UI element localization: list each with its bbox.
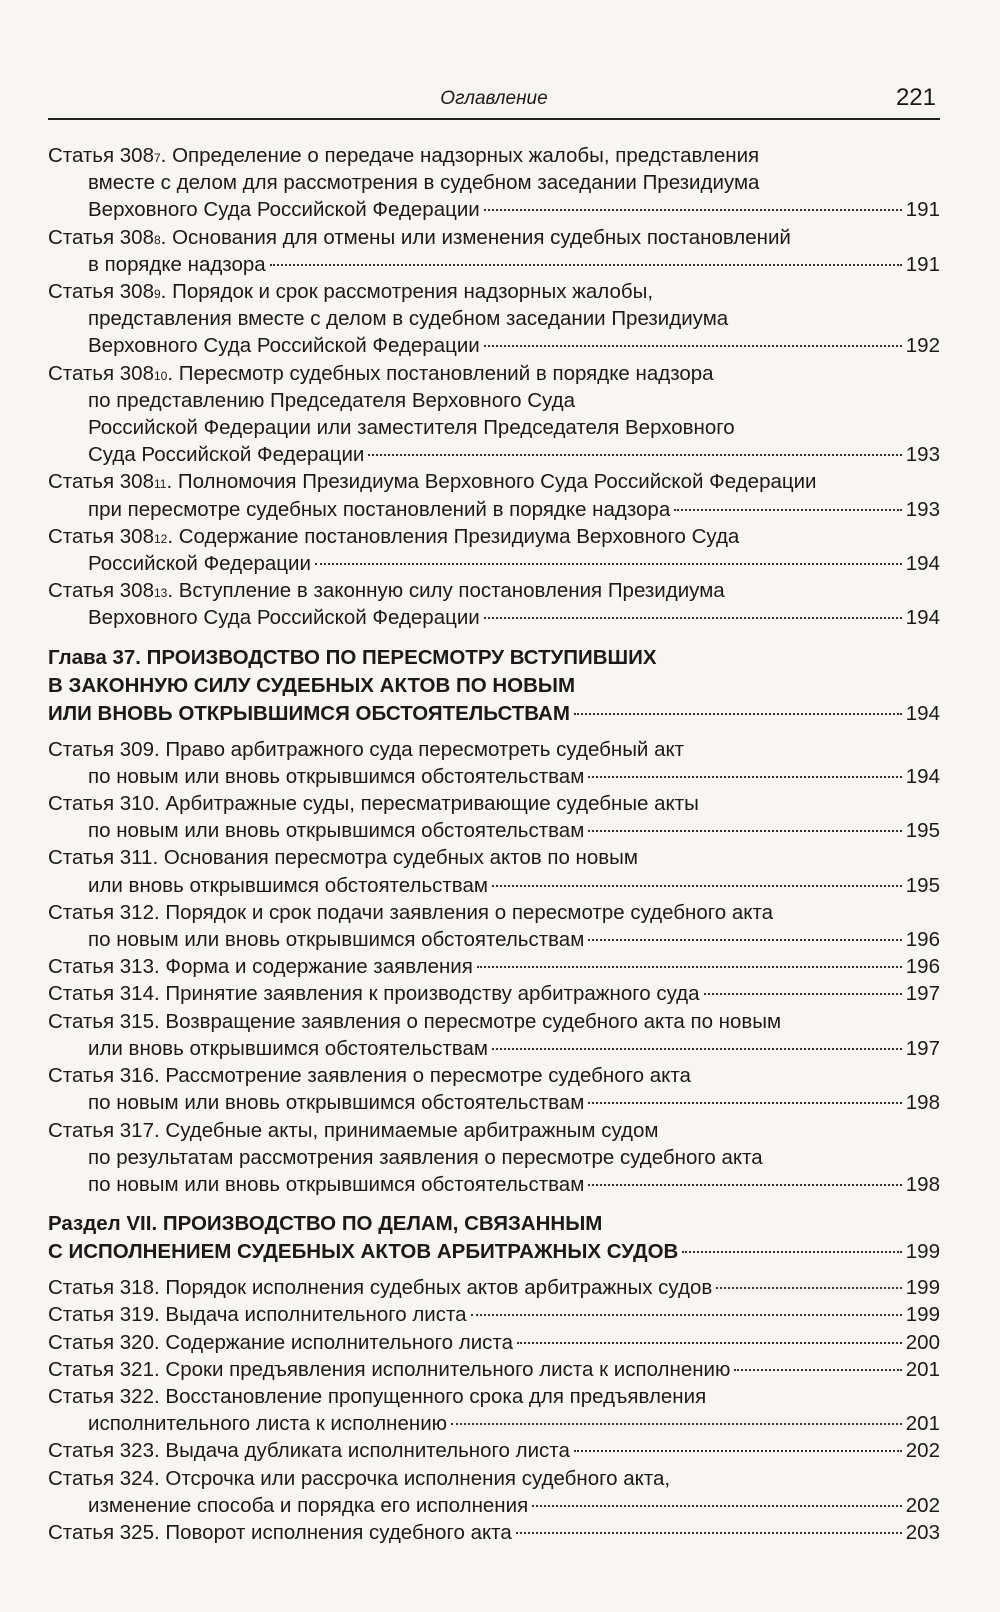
entry-title-text: Верховного Суда Российской Федерации [88, 198, 480, 222]
toc-line [48, 387, 940, 414]
toc-line [48, 1171, 940, 1198]
dot-leader [682, 1251, 901, 1253]
toc-line [48, 251, 940, 278]
article-label: Статья 309. [48, 737, 160, 761]
article-label: Статья 308 [48, 524, 154, 548]
toc-entry[interactable] [48, 953, 940, 980]
entry-page-number: 193 [905, 443, 940, 467]
entry-title-text: Право арбитражного суда пересмотреть судебный акт [165, 737, 685, 761]
article-label: Статья 308 [48, 470, 154, 494]
toc-heading[interactable] [48, 644, 940, 728]
entry-title-text: Выдача дубликата исполнительного листа [165, 1439, 570, 1463]
toc-entry[interactable] [48, 1062, 940, 1116]
dot-leader [588, 939, 901, 941]
article-label: Статья 317. [48, 1118, 160, 1142]
entry-title-text: Основания пересмотра судебных актов по новым [163, 846, 638, 870]
dot-leader [484, 209, 902, 211]
toc-line [48, 441, 940, 468]
entry-title-text: Рассмотрение заявления о пересмотре судебного акта [165, 1064, 691, 1088]
toc-entry[interactable] [48, 360, 940, 469]
toc-line [48, 604, 940, 631]
toc-entry[interactable] [48, 1274, 940, 1301]
dot-leader [574, 1450, 902, 1452]
entry-page-number: 202 [905, 1493, 940, 1517]
entry-title-text: по результатам рассмотрения заявления о пересмотре судебного акта [88, 1145, 763, 1169]
entry-title-text: по представлению Председателя Верховного Суда [88, 388, 575, 412]
toc-line [48, 844, 940, 871]
toc-line [48, 817, 940, 844]
entry-page-number: 203 [905, 1520, 940, 1544]
toc-entry[interactable] [48, 224, 940, 278]
toc-line [48, 1144, 940, 1171]
entry-title-text: Порядок и срок рассмотрения надзорных жалобы, [172, 280, 654, 304]
dot-leader [532, 1505, 902, 1507]
article-label: Статья 308 [48, 579, 154, 603]
toc-entry[interactable] [48, 278, 940, 360]
entry-title-text: Суда Российской Федерации [88, 443, 365, 467]
toc-entry[interactable] [48, 1117, 940, 1199]
dot-leader [734, 1369, 901, 1371]
entry-title-text: В ЗАКОННУЮ СИЛУ СУДЕБНЫХ АКТОВ ПО НОВЫМ [48, 673, 576, 697]
article-label: Статья 313. [48, 955, 160, 979]
toc-line [48, 1210, 940, 1238]
toc-line: Статья 308 11 . Полномочия Президиума Верховного Суда Российской Федерации [48, 468, 940, 495]
entry-title-text: по новым или вновь открывшимся обстоятельствам [88, 928, 585, 952]
entry-page-number: 197 [905, 1036, 940, 1060]
dot-leader [588, 1102, 901, 1104]
entry-title-text: Принятие заявления к производству арбитражного суда [165, 982, 700, 1006]
toc-entry[interactable] [48, 1329, 940, 1356]
dot-leader [674, 509, 902, 511]
toc-heading[interactable] [48, 1210, 940, 1266]
toc-entry[interactable] [48, 577, 940, 631]
entry-title-text: Определение о передаче надзорных жалобы, представления [172, 144, 760, 167]
dot-leader [704, 993, 902, 995]
toc-line [48, 1301, 940, 1328]
entry-page-number: 192 [905, 334, 940, 358]
article-label: Статья 308 [48, 361, 154, 385]
entry-page-number: 201 [905, 1412, 940, 1436]
toc-line [48, 672, 940, 700]
toc-line [48, 169, 940, 196]
entry-title-text: Российской Федерации или заместителя Председателя Верховного [88, 416, 735, 440]
entry-title-text: Восстановление пропущенного срока для предъявления [165, 1384, 707, 1408]
toc-line [48, 1329, 940, 1356]
article-label: Статья 325. [48, 1520, 160, 1544]
toc-line [48, 332, 940, 359]
entry-page-number: 195 [905, 873, 940, 897]
dot-leader [716, 1287, 902, 1289]
entry-title-text: Выдача исполнительного листа [165, 1303, 467, 1327]
dot-leader [484, 617, 902, 619]
entry-page-number: 194 [905, 701, 940, 725]
entry-title-text: исполнительного листа к исполнению [88, 1412, 448, 1436]
entry-title-text: Сроки предъявления исполнительного листа к исполнению [165, 1357, 731, 1381]
article-label: Статья 312. [48, 900, 160, 924]
toc-line [48, 1274, 940, 1301]
article-label: Статья 308 [48, 225, 154, 249]
entry-title-text: Российской Федерации [88, 552, 311, 576]
dot-leader [315, 563, 902, 565]
entry-title-text: Возвращение заявления о пересмотре судебного акта по новым [165, 1009, 782, 1033]
entry-title-text: или вновь открывшимся обстоятельствам [88, 873, 488, 897]
toc-line: Статья 308 8 . Основания для отмены или изменения судебных постановлений [48, 224, 940, 251]
dot-leader [368, 454, 901, 456]
toc-line [48, 980, 940, 1007]
article-label: Статья 324. [48, 1466, 160, 1490]
toc-entry[interactable] [48, 468, 940, 522]
entry-title-text: по новым или вновь открывшимся обстоятельствам [88, 764, 585, 788]
toc-entry[interactable] [48, 899, 940, 953]
entry-title-text: Форма и содержание заявления [165, 955, 473, 979]
article-label: Статья 318. [48, 1276, 160, 1300]
entry-title-text: вместе с делом для рассмотрения в судебном заседании Президиума [88, 171, 760, 195]
entry-page-number: 193 [905, 497, 940, 521]
toc-entry[interactable] [48, 523, 940, 577]
toc-line [48, 644, 940, 672]
entry-title-text: Верховного Суда Российской Федерации [88, 334, 480, 358]
toc-line [48, 763, 940, 790]
dot-leader [588, 830, 901, 832]
dot-leader [574, 713, 902, 715]
toc-line [48, 1410, 940, 1437]
entry-page-number: 202 [905, 1439, 940, 1463]
toc-entry[interactable] [48, 980, 940, 1007]
article-label: Статья 310. [48, 792, 160, 816]
article-label: Статья 311. [48, 846, 159, 870]
entry-page-number: 201 [905, 1357, 940, 1381]
toc-entry[interactable] [48, 142, 940, 224]
dot-leader [588, 776, 901, 778]
toc-line [48, 872, 940, 899]
entry-page-number: 191 [905, 252, 940, 276]
toc-line [48, 1465, 940, 1492]
table-of-contents [48, 142, 940, 1546]
dot-leader [492, 885, 902, 887]
entry-page-number: 194 [905, 552, 940, 576]
toc-line [48, 736, 940, 763]
entry-title-text: Верховного Суда Российской Федерации [88, 606, 480, 630]
article-label: Статья 308 [48, 280, 154, 304]
page-header [48, 84, 940, 120]
dot-leader [517, 1342, 902, 1344]
entry-title-text: Арбитражные суды, пересматривающие судебные акты [165, 792, 699, 816]
article-label: Статья 314. [48, 982, 160, 1006]
dot-leader [484, 345, 902, 347]
toc-line [48, 1519, 940, 1546]
toc-line [48, 1008, 940, 1035]
toc-line [48, 1492, 940, 1519]
entry-title-text: Полномочия Президиума Верховного Суда Российской Федерации [177, 470, 817, 494]
entry-title-text: представления вместе с делом в судебном заседании Президиума [88, 307, 729, 331]
toc-entry[interactable] [48, 1383, 940, 1437]
toc-line: Статья 308 12 . Содержание постановления Президиума Верховного Суда [48, 523, 940, 550]
toc-line [48, 196, 940, 223]
running-title: Оглавление [440, 88, 548, 109]
entry-title-text: ИЛИ ВНОВЬ ОТКРЫВШИМСЯ ОБСТОЯТЕЛЬСТВАМ [48, 701, 570, 725]
toc-line: Статья 308 10 . Пересмотр судебных постановлений в порядке надзора [48, 360, 940, 387]
toc-line: Статья 308 9 . Порядок и срок рассмотрения надзорных жалобы, [48, 278, 940, 305]
entry-page-number: 191 [905, 198, 940, 222]
entry-title-text: Содержание исполнительного листа [165, 1330, 513, 1354]
toc-entry[interactable] [48, 1519, 940, 1546]
toc-entry[interactable] [48, 844, 940, 898]
entry-title-text: Пересмотр судебных постановлений в порядке надзора [178, 361, 714, 385]
entry-page-number: 200 [905, 1330, 940, 1354]
toc-line [48, 1356, 940, 1383]
entry-title-text: Глава 37. ПРОИЗВОДСТВО ПО ПЕРЕСМОТРУ ВСТУПИВШИХ [48, 645, 657, 669]
entry-title-text: по новым или вновь открывшимся обстоятельствам [88, 819, 585, 843]
toc-entry[interactable] [48, 736, 940, 790]
toc-line [48, 926, 940, 953]
entry-page-number: 196 [905, 928, 940, 952]
toc-line [48, 953, 940, 980]
entry-page-number: 198 [905, 1172, 940, 1196]
toc-line [48, 1062, 940, 1089]
dot-leader [588, 1184, 901, 1186]
article-label: Статья 323. [48, 1439, 160, 1463]
entry-title-text: Отсрочка или рассрочка исполнения судебного акта, [165, 1466, 671, 1490]
entry-page-number: 198 [905, 1091, 940, 1115]
dot-leader [270, 264, 902, 266]
toc-line: Статья 308 7 . Определение о передаче надзорных жалобы, представления [48, 142, 940, 169]
toc-line [48, 1238, 940, 1266]
toc-entry[interactable] [48, 1437, 940, 1464]
dot-leader [471, 1314, 902, 1316]
entry-title-text: Раздел VII. ПРОИЗВОДСТВО ПО ДЕЛАМ, СВЯЗАННЫМ [48, 1212, 603, 1236]
entry-title-text: Порядок исполнения судебных актов арбитражных судов [165, 1276, 713, 1300]
entry-page-number: 195 [905, 819, 940, 843]
entry-title-text: или вновь открывшимся обстоятельствам [88, 1036, 488, 1060]
dot-leader [516, 1532, 902, 1534]
entry-page-number: 194 [905, 606, 940, 630]
toc-line [48, 1035, 940, 1062]
entry-title-text: Поворот исполнения судебного акта [165, 1520, 512, 1544]
toc-entry[interactable] [48, 1008, 940, 1062]
toc-entry[interactable] [48, 1301, 940, 1328]
article-label: Статья 322. [48, 1384, 160, 1408]
entry-title-text: по новым или вновь открывшимся обстоятельствам [88, 1091, 585, 1115]
toc-entry[interactable] [48, 1465, 940, 1519]
dot-leader [492, 1048, 902, 1050]
article-label: Статья 308 [48, 144, 154, 167]
toc-line [48, 1437, 940, 1464]
entry-title-text: Содержание постановления Президиума Верховного Суда [178, 524, 740, 548]
entry-page-number: 197 [905, 982, 940, 1006]
toc-line: Статья 308 13 . Вступление в законную силу постановления Президиума [48, 577, 940, 604]
entry-title-text: Вступление в законную силу постановления Президиума [178, 579, 725, 603]
entry-page-number: 199 [905, 1240, 940, 1264]
entry-title-text: при пересмотре судебных постановлений в порядке надзора [88, 497, 671, 521]
entry-title-text: Основания для отмены или изменения судебных постановлений [172, 225, 791, 249]
toc-entry[interactable] [48, 1356, 940, 1383]
entry-title-text: изменение способа и порядка его исполнения [88, 1493, 529, 1517]
article-label: Статья 319. [48, 1303, 160, 1327]
entry-title-text: в порядке надзора [88, 252, 266, 276]
dot-leader [451, 1423, 902, 1425]
toc-entry[interactable] [48, 790, 940, 844]
entry-page-number: 194 [905, 764, 940, 788]
entry-page-number: 199 [905, 1303, 940, 1327]
entry-title-text: Порядок и срок подачи заявления о пересмотре судебного акта [165, 900, 774, 924]
toc-line [48, 305, 940, 332]
toc-line [48, 790, 940, 817]
toc-line [48, 1383, 940, 1410]
entry-title-text: Судебные акты, принимаемые арбитражным судом [165, 1118, 659, 1142]
dot-leader [477, 966, 902, 968]
toc-line [48, 899, 940, 926]
entry-page-number: 199 [905, 1276, 940, 1300]
entry-page-number: 196 [905, 955, 940, 979]
toc-line [48, 1089, 940, 1116]
toc-line [48, 550, 940, 577]
article-label: Статья 316. [48, 1064, 160, 1088]
toc-line [48, 1117, 940, 1144]
toc-line [48, 496, 940, 523]
article-label: Статья 321. [48, 1357, 160, 1381]
toc-line [48, 414, 940, 441]
article-label: Статья 320. [48, 1330, 160, 1354]
article-label: Статья 315. [48, 1009, 160, 1033]
toc-line [48, 700, 940, 728]
page-number: 221 [895, 84, 936, 111]
entry-title-text: С ИСПОЛНЕНИЕМ СУДЕБНЫХ АКТОВ АРБИТРАЖНЫХ СУДОВ [48, 1240, 679, 1264]
entry-title-text: по новым или вновь открывшимся обстоятельствам [88, 1172, 585, 1196]
